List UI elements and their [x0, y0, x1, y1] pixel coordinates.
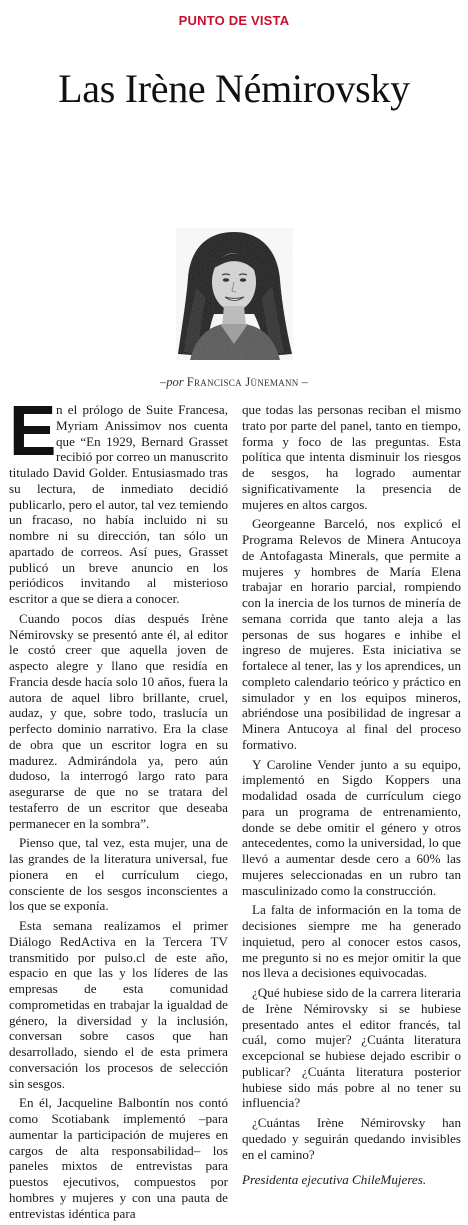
section-label: PUNTO DE VISTA — [178, 13, 290, 28]
byline-suffix: – — [301, 375, 308, 389]
article-paragraph: Georgeanne Barceló, nos explicó el Programa Relevos de Minera Antucoya de Antofagasta Minerals, que permite a mujeres y hombres de María Elena trabajar en horario parcial, rompiendo con la inercia de los turnos de minería de semana corrida que tanto aleja a las personas de sus hogares e inhibe el ingreso de mujeres. Esta iniciativa se fortalece al tener, las y los aprendices, un completo calendario teórico y práctico en simulador y en los equipos mineros, abriéndose una posibilidad de ingresar a Minera Antucoya al final del proceso formativo. — [242, 516, 461, 752]
byline-author: Francisca Jünemann — [186, 375, 299, 389]
article-paragraph: En él, Jacqueline Balbontín nos contó como Scotiabank implementó –para aumentar la participación de mujeres en cargos de alta responsabilidad– los paneles mixtos de entrevistas para puestos ejecutivos, compuestos por hombres y mujeres y con una pauta de entrevistas idéntica para — [9, 1095, 228, 1221]
article-column-right — [242, 402, 461, 1192]
paragraph-text: n el prólogo de Suite Francesa, Myriam Anissimov nos cuenta que “En 1929, Bernard Grasset recibió por correo un manuscrito titulado David Golder. Entusiasmado tras su lectura, de inmediato decidió publicarlo, pero el autor, tal vez temiendo un fracaso, no había incluido ni su nombre ni su dirección, tan sólo un apartado de correos. Así pues, Grasset publicó un breve anuncio en los periódicos invitando al misterioso escritor a que se diera a conocer. — [9, 402, 228, 606]
article-column-left — [9, 392, 228, 1225]
article-paragraph: Pienso que, tal vez, esta mujer, una de las grandes de la literatura universal, fue pionera en el currículum ciego, consciente de los sesgos inconscientes a los que se exponía. — [9, 835, 228, 914]
article-paragraph: que todas las personas reciban el mismo trato por parte del panel, tanto en tiempo, forma y foco de las preguntas. Esta política que intenta disminuir los riesgos de sesgos, ha logrado aumentar significativamente la presencia de mujeres en altos cargos. — [242, 402, 461, 512]
article-paragraph: ¿Qué hubiese sido de la carrera literaria de Irène Némirovsky si se hubiese presentado antes el editor francés, tal cuál, como mujer? ¿Cuánta literatura excepcional se hubiese dejado escribir o publicar? ¿Cuánta literatura posterior hubiese sido más pobre al no tener su influencia? — [242, 985, 461, 1111]
author-signature: Presidenta ejecutiva ChileMujeres. — [242, 1172, 427, 1188]
article-paragraph: Y Caroline Vender junto a su equipo, implementó en Sigdo Koppers una modalidad osada de currículum ciego para un programa de entrenamiento, donde se debe omitir el género y otros antecedentes, como la universidad, lo que llevó a aumentar desde cero a 60% las mujeres seleccionadas en un rubro tan masculinizado como la construcción. — [242, 756, 461, 898]
article-paragraph: La falta de información en la toma de decisiones siempre me ha generado inquietud, pero al conocer estos casos, me pregunto si no es mejor omitir la que nos lleva a decisiones equivocadas. — [242, 902, 461, 981]
byline — [0, 375, 468, 390]
article-paragraph: Esta semana realizamos el primer Diálogo RedActiva en la Tercera TV transmitido por pulso.cl de este año, espacio en que las y los líderes de las empresas de esta comunidad comprometidas en trabajar la igualdad de género, la diversidad y la inclusión, conversan sobre casos que han desarrollado, siendo el de esta primera conversación los procesos de selección sin sesgos. — [9, 918, 228, 1091]
byline-prefix: –por — [160, 375, 184, 389]
portrait-illustration — [176, 228, 293, 360]
article-paragraph: ¿Cuántas Irène Némirovsky han quedado y seguirán quedando invisibles en el camino? — [242, 1115, 461, 1162]
article-paragraph — [9, 392, 228, 607]
headline: Las Irène Némirovsky — [58, 65, 410, 111]
drop-cap: E — [9, 392, 57, 471]
author-portrait-photo — [176, 228, 293, 360]
article-paragraph: Cuando pocos días después Irène Némirovsky se presentó ante él, al editor le costó creer que aquella joven de aspecto alegre y llano que residía en Francia desde hacía solo 10 años, fuera la autora de aquel libro brillante, cruel, audaz, y que, sobre todo, traslucía un perfecto dominio narrativo. Era la clase de obra que un escritor logra en su madurez. Admirándola ya, pero aún dudoso, la interrogó largo rato para asegurarse de que no se tratara del testaferro de un escritor que deseaba permanecer en la sombra”. — [9, 610, 228, 831]
